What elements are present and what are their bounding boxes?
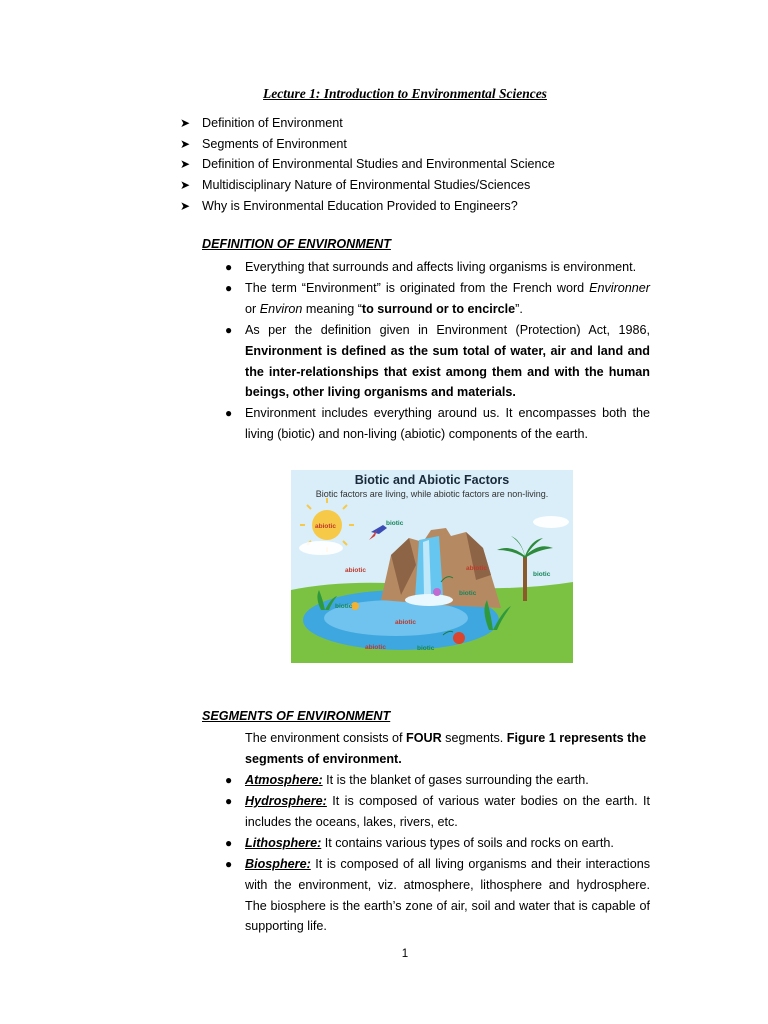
dot-bullet-icon: ● <box>225 794 233 809</box>
label-biotic-tree: biotic <box>533 571 551 578</box>
topic-item: ➤ Segments of Environment <box>180 134 555 155</box>
dot-bullet-icon: ● <box>225 857 233 872</box>
dot-bullet-icon: ● <box>225 260 233 274</box>
dot-bullet-icon: ● <box>225 836 233 851</box>
biotic-abiotic-figure <box>291 470 573 663</box>
list-item: ● As per the definition given in Environment (Protection) Act, 1986, Environment is defined as the sum total of water, air and land and the inter-relationships that exist among them and with the human beings, other living organisms and materials. <box>222 320 650 403</box>
topic-item: ➤ Multidisciplinary Nature of Environmental Studies/Sciences <box>180 175 555 196</box>
page-number: 1 <box>401 948 409 960</box>
label-biotic-fish: biotic <box>335 603 353 610</box>
topic-item: ➤ Definition of Environmental Studies and Environmental Science <box>180 154 555 175</box>
dot-bullet-icon: ● <box>225 406 233 421</box>
arrowhead-bullet-icon: ➤ <box>180 136 191 151</box>
label-abiotic-water: abiotic <box>395 619 416 626</box>
list-item: ● Environment includes everything around us. It encompasses both the living (biotic) and non-living (abiotic) components of the earth. <box>222 403 650 444</box>
list-item: ● Everything that surrounds and affects living organisms is environment. <box>222 257 650 278</box>
label-abiotic-soil: abiotic <box>365 644 386 651</box>
arrowhead-bullet-icon: ➤ <box>180 178 191 193</box>
list-item: ● Atmosphere: It is the blanket of gases surrounding the earth. <box>222 770 650 791</box>
lecture-title: Lecture 1: Introduction to Environmental Sciences <box>263 86 547 101</box>
topic-list <box>180 113 555 216</box>
label-abiotic-rock: abiotic <box>466 565 487 572</box>
dot-bullet-icon: ● <box>225 323 233 338</box>
arrowhead-bullet-icon: ➤ <box>180 198 191 213</box>
topic-item: ➤ Why is Environmental Education Provided to Engineers? <box>180 196 555 217</box>
figure-title: Biotic and Abiotic Factors <box>354 473 510 487</box>
topic-item: ➤ Definition of Environment <box>180 113 555 134</box>
definition-list <box>222 257 650 445</box>
label-biotic-flower: biotic <box>459 590 477 597</box>
segments-intro: The environment consists of FOUR segments. Figure 1 represents the segments of environment. <box>245 731 647 766</box>
arrowhead-bullet-icon: ➤ <box>180 157 191 172</box>
dot-bullet-icon: ● <box>225 281 233 296</box>
arrowhead-bullet-icon: ➤ <box>180 116 191 130</box>
label-abiotic-sun: abiotic <box>315 523 336 530</box>
bird-icon <box>371 525 387 534</box>
crab-icon <box>453 632 465 644</box>
list-item: ● The term “Environment” is originated from the French word Environner or Environ meaning “to surround or to encircle”. <box>222 278 650 319</box>
segments-heading: SEGMENTS OF ENVIRONMENT <box>202 709 391 723</box>
segments-list <box>222 770 650 938</box>
list-item: ● Hydrosphere: It is composed of various water bodies on the earth. It includes the oceans, lakes, rivers, etc. <box>222 791 650 832</box>
list-item: ● Biosphere: It is composed of all living organisms and their interactions with the environment, viz. atmosphere, lithosphere and hydrosphere. The biosphere is the earth’s zone of air, soil and water that is capable of supporting life. <box>222 854 650 937</box>
definition-heading: DEFINITION OF ENVIRONMENT <box>202 237 391 251</box>
label-abiotic-air: abiotic <box>345 567 366 574</box>
label-biotic-crab: biotic <box>417 645 435 652</box>
dot-bullet-icon: ● <box>225 773 233 787</box>
palm-tree-icon <box>497 536 553 558</box>
label-biotic-bird: biotic <box>386 520 404 527</box>
list-item: ● Lithosphere: It contains various types of soils and rocks on earth. <box>222 833 650 854</box>
figure-subtitle: Biotic factors are living, while abiotic factors are non-living. <box>315 489 549 499</box>
